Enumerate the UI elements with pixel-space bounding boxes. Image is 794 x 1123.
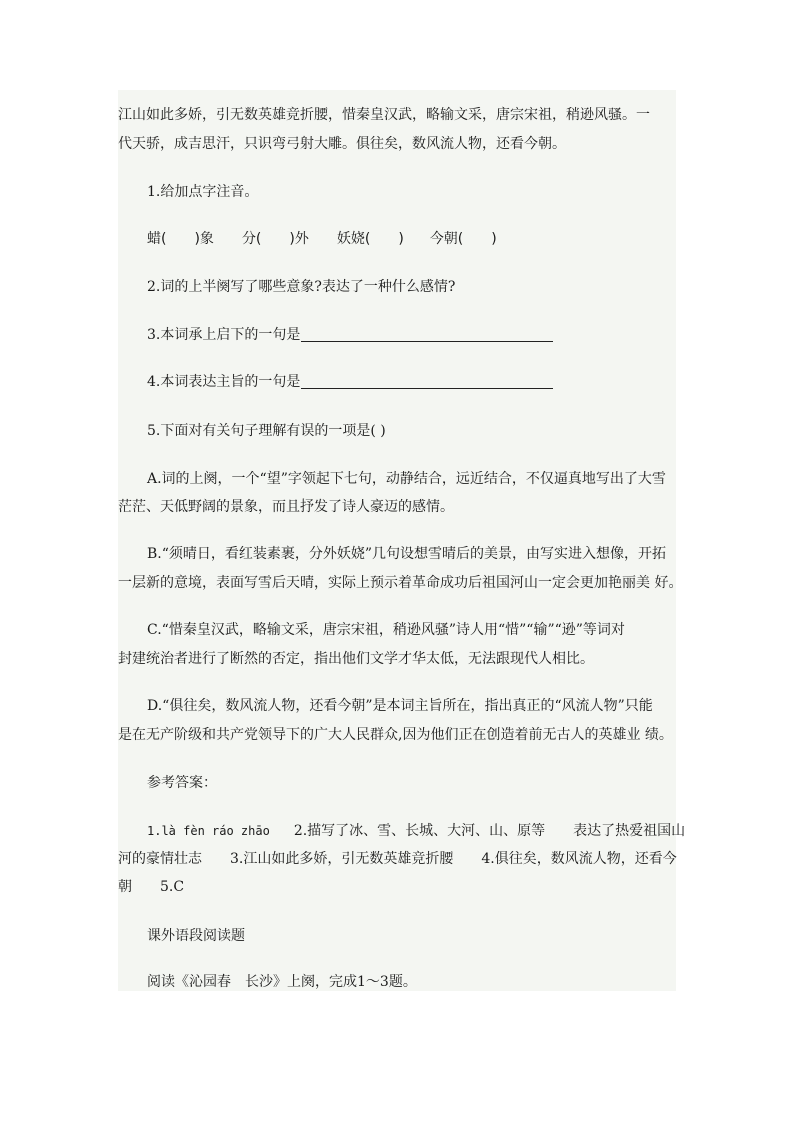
- option-a-line-2: 茫茫、天低野阔的景象，而且抒发了诗人豪迈的感情。: [118, 499, 454, 515]
- extra-instruction: 阅读《沁园春 长沙》上阕，完成1～3题。: [147, 974, 417, 990]
- option-c-line-1: C.“惜秦皇汉武，略输文采，唐宗宋祖，稍逊风骚”诗人用“惜”“输”“逊”等词对: [147, 622, 625, 638]
- question-4: 4.本词表达主旨的一句是: [147, 374, 301, 390]
- question-5: 5.下面对有关句子理解有误的一项是( ): [147, 423, 386, 439]
- q1-item-2: 分( )外: [241, 231, 309, 247]
- option-b-line-2: 一层新的意境，表面写雪后天晴，实际上预示着革命成功后祖国河山一定会更加艳丽美 好。: [118, 575, 683, 591]
- question-4-answer-line[interactable]: [301, 388, 553, 389]
- question-3: 3.本词承上启下的一句是: [147, 327, 301, 343]
- answers-heading: 参考答案：: [147, 775, 217, 791]
- passage-line-2: 代天骄，成吉思汗，只识弯弓射大雕。俱往矣，数风流人物，还看今朝。: [118, 136, 566, 152]
- answers-line-3: 朝 5.C: [118, 879, 185, 895]
- q1-item-3: 妖娆( ): [336, 231, 404, 247]
- extra-heading: 课外语段阅读题: [147, 928, 245, 944]
- option-d-line-1: D.“俱往矣，数风流人物，还看今朝”是本词主旨所在，指出真正的“风流人物”只能: [147, 698, 653, 714]
- option-d-line-2: 是在无产阶级和共产党领导下的广大人民群众,因为他们正在创造着前无古人的英雄业 绩。: [118, 727, 673, 743]
- question-1-items: [147, 229, 707, 249]
- option-c-line-2: 封建统治者进行了断然的否定，指出他们文学才华太低，无法跟现代人相比。: [118, 651, 594, 667]
- option-b-line-1: B.“须晴日，看红装素裹，分外妖娆”几句设想雪晴后的美景，由写实进入想像，开拓: [147, 546, 667, 562]
- q1-item-4: 今朝( ): [429, 231, 497, 247]
- question-3-answer-line[interactable]: [301, 341, 553, 342]
- answers-line-1: [147, 821, 707, 841]
- passage-line-1: 江山如此多娇，引无数英雄竞折腰，惜秦皇汉武，略输文采，唐宗宋祖，稍逊风骚。一: [118, 107, 650, 123]
- answers-line-2: 河的豪情壮志 3.江山如此多娇，引无数英雄竞折腰 4.俱往矣，数风流人物，还看今: [118, 851, 677, 867]
- option-a-line-1: A.词的上阕，一个“望”字领起下七句，动静结合，远近结合，不仅逼真地写出了大雪: [147, 471, 666, 487]
- q1-item-1: 蜡( )象: [147, 231, 214, 247]
- answer-1-pinyin: 1.là fèn ráo zhāo: [147, 824, 270, 838]
- question-1: 1.给加点字注音。: [147, 184, 259, 200]
- question-2: 2.词的上半阕写了哪些意象?表达了一种什么感情?: [147, 279, 456, 295]
- answer-2: 2.描写了冰、雪、长城、大河、山、原等 表达了热爱祖国山: [293, 823, 686, 839]
